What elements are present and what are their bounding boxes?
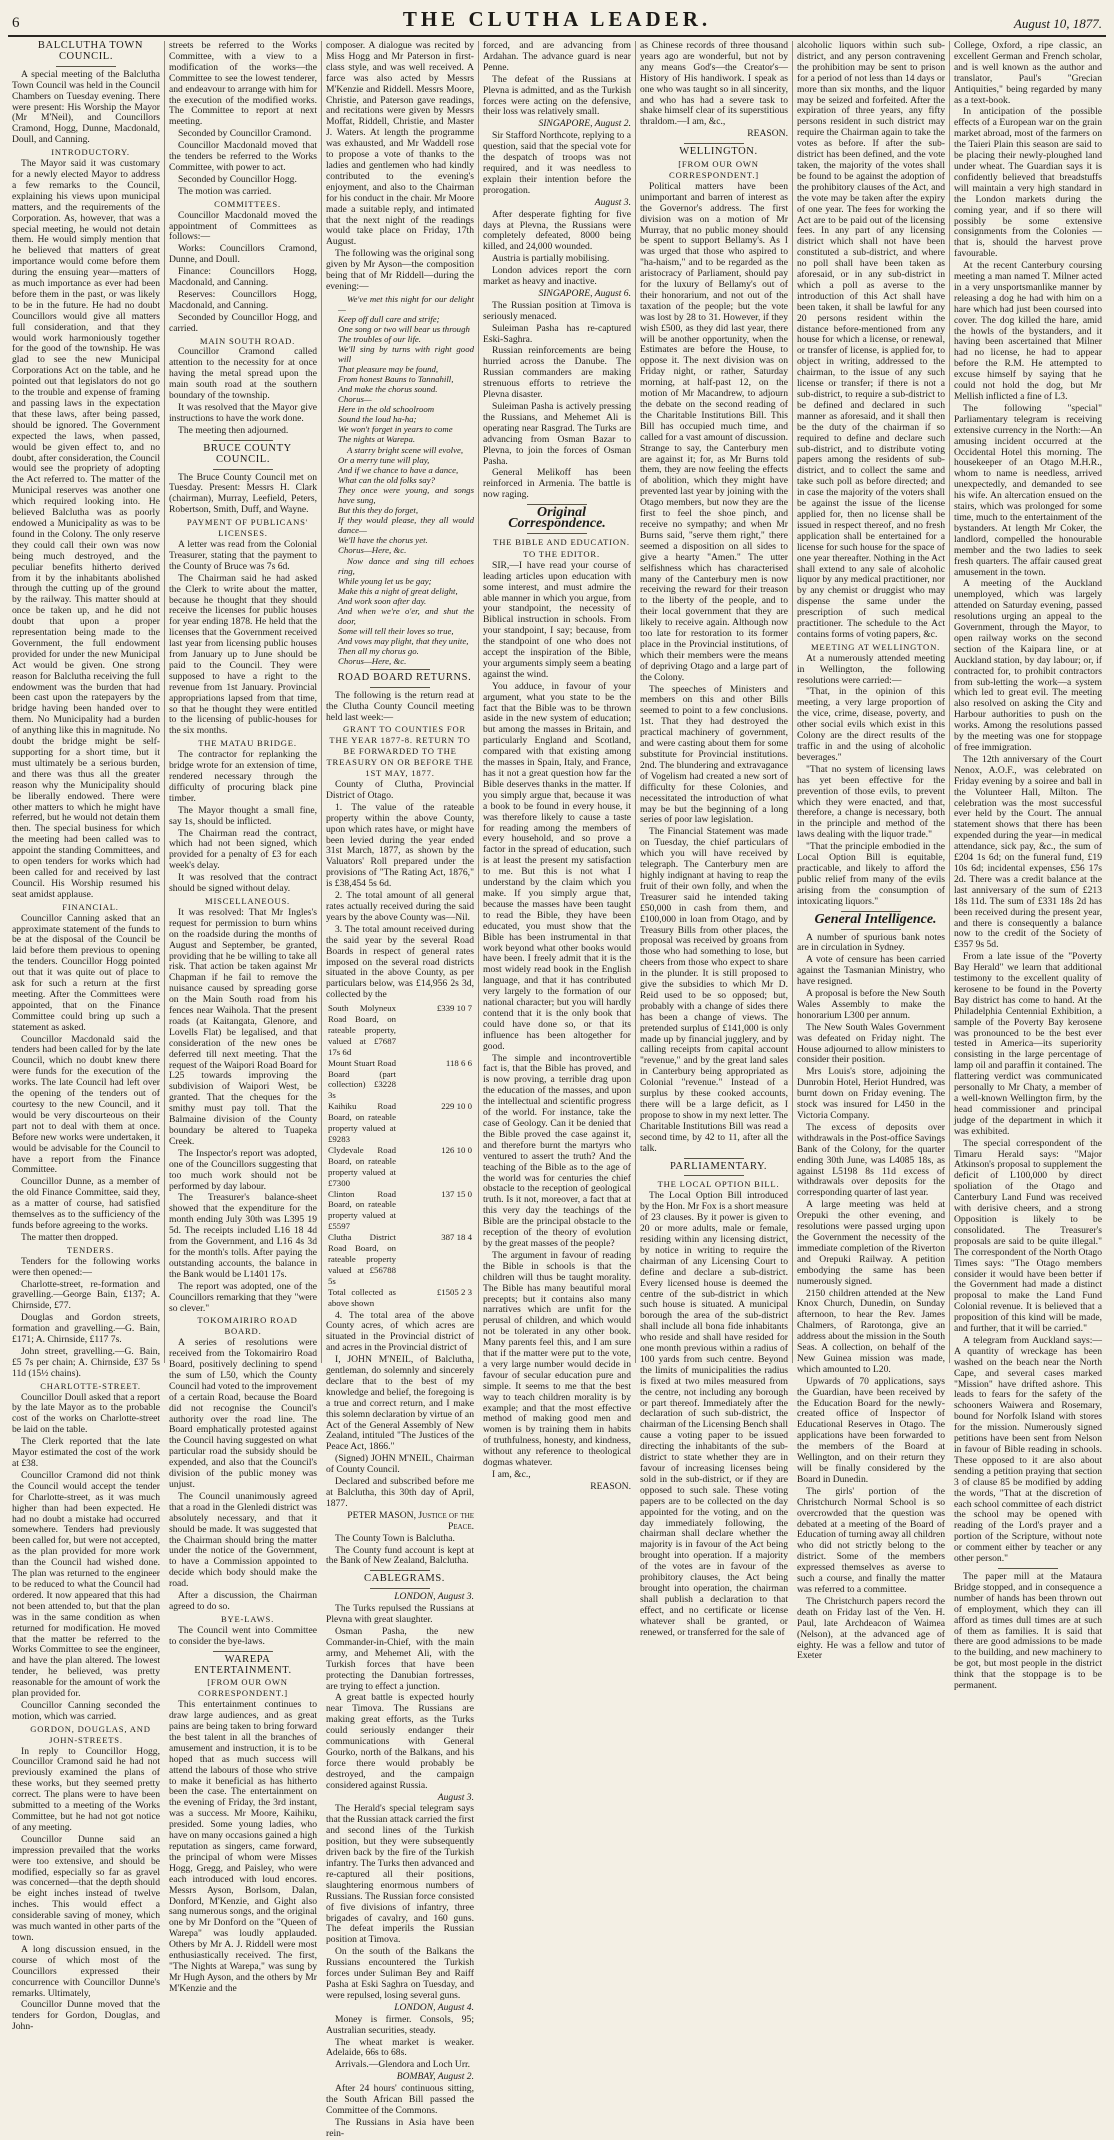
subheading: TOKOMAIRIRO ROAD BOARD. xyxy=(197,1315,298,1337)
paragraph: London advices report the corn market as heavy and inactive. xyxy=(483,265,631,288)
paragraph: "That the principle embodied in the Local Option Bill is equitable, practicable, and likely to afford the public relief from many of the evils arising from the consumption of intoxicating liquors." xyxy=(797,841,945,907)
section-heading: General Intelligence. xyxy=(814,911,937,927)
column-1 xyxy=(8,40,165,2033)
paragraph: The Chairman read the contract, which had not been signed, which provided for a penalty of £3 for each week's delay. xyxy=(169,827,317,872)
song-verse: Now dance and sing till echoes ring, While young let us be gay; Make this a night of great delight, And work soon after day. And when we're o'er, and shut the door, Some will tell their loves so true, And vows may plight, that they unite, Then all my chorus go. Chorus—Here, &c. xyxy=(338,555,474,666)
paragraph: Councillor Dunne moved that the tenders for Gordon, Douglas, and John- xyxy=(12,1999,160,2033)
dateline: LONDON, August 3. xyxy=(394,1591,474,1603)
paragraph: You adduce, in favour of your argument, what you state to be the fact that the Bible was to be thrown aside in the new system of education; but among the masses in Britain, and particularly England and Scotland, compared with that existing among the masses in Spain, Italy, and France, has it not a great question how far the Bible deserves thanks in the matter. If you simply argue that, because it was a book to be found in every house, it was therefore likely to cause a taste for reading among the members of every household, and so prove a factor in the spread of education, such is at least the present my satisfaction to me. But this is not what I understand by the claim which you make. If you simply argue that, because the masses have been taught to read the Bible, they have been educated, you must show that the Bible has been instrumental in that work beyond what other books would have been. I freely admit that it is the most widely read book in the English language, and that it has contributed very largely to the formation of our national character; but you will hardly contend that it is the only book that could have done so, or that its influence has been altogether for good. xyxy=(483,680,631,1052)
page-number: 6 xyxy=(12,15,20,31)
subheading: MEETING AT WELLINGTON. xyxy=(810,641,941,652)
ledger-row xyxy=(326,1232,474,1287)
ledger-amount: 126 10 0 xyxy=(441,1144,472,1155)
masthead xyxy=(8,6,1106,37)
paragraph: Councillor Cramond did not think the Council would accept the tender for Charlotte-street, as it was much higher than had been expected. He had no doubt a mistake had occurred somewhere. Tenders had previously been called for, but were not accepted, as the plan provided for more work than the Council had wished done. The plan was returned to the engineer to be reduced to what the Council had ordered. It now appeared that this had not been attended to, but that the plan was in the same condition as when returned for modification. He moved that the matter be referred to the Works Committee to see the engineer, and have the plan altered. The lowest tender, he believed, was pretty reasonable for the amount of work the plan provided for. xyxy=(12,1469,160,1700)
paragraph: The Russians in Asia have been rein- xyxy=(326,2116,474,2139)
paragraph: A number of spurious bank notes are in circulation in Sydney. xyxy=(797,931,945,954)
divider xyxy=(370,669,429,670)
newspaper-title: THE CLUTHA LEADER. xyxy=(402,7,712,31)
paragraph: It was resolved that the Mayor give instructions to have the work done. xyxy=(169,402,317,424)
paragraph: The following was the original song given by Mr Ayson—the composition being that of Mr Riddell—during the evening:— xyxy=(326,248,474,292)
paragraph: John street, gravelling.—G. Bain, £5 7s per chain; A. Chirnside, £37 5s 11d (15½ chains). xyxy=(12,1345,160,1379)
ledger-amount: 229 10 0 xyxy=(441,1101,472,1112)
ledger-label: Kaihiku Road Board, on rateable property valued at £9283 xyxy=(328,1101,396,1144)
paragraph: Political matters have been unimportant and barren of interest as the Governor's address. The first division was on a motion of Mr Murray, that no public money should be spent to support Bellamy's. As I was urged that those who aspired to "ha-haism," and to be regarded as the aristocracy of Parliament, should pay for the luxury of Bellamy's out of their honorarium, and not out of the taxation of the people; but the vote was lost by 28 to 31. However, if they wish £500, as they did last year, there will be another opportunity, when the Estimates are before the House, to oppose it. The next division was on Friday night, or rather, Saturday morning, at half-past 12, on the motion of Mr Macandrew, to adjourn the debate on the second reading of the Charitable Institutions Bill. This Bill has occupied much time, and called for a vast amount of discussion. Strange to say, the Canterbury men are against it; for, as Mr Burns told them, they are now feeling the effects of abolition, which they might have prevented last year by joining with the Otago members, but now they are the first to feel the shoe pinch, and receive no sympathy; and when Mr Burns said, "serve them right," there seemed a disposition on all sides to give a hearty "Amen." The utter selfishness which has characterised many of the Canterbury men is now receiving the reward for their treason to the liberty of the people, and to their local government that they are likely to receive again. Although now too late for restoration to its former place in the Provincial institutions, of which their members were the means of depriving Otago and a large part of the Colony. xyxy=(640,180,788,683)
paragraph: The contractor for replanking the bridge wrote for an extension of time, rendered necessary through the difficulty of procuring black pine timber. xyxy=(169,749,317,804)
paragraph: College, Oxford, a ripe classic, an excellent German and French scholar, and is well known as the author and translator, Paul's "Grecian Antiquities," being regarded by many as a text-book. xyxy=(954,40,1102,106)
paragraph: The paper mill at the Mataura Bridge stopped, and in consequence a number of hands has been thrown out of employment, which they can ill afford as times dull times are at such of them as families. It is said that there are good admissions to be made to the building, and new machinery to be got, but most people in the district think that the stoppage is to be permanent. xyxy=(954,1570,1102,1692)
ledger-label: Total collected as above shown xyxy=(328,1286,396,1308)
paragraph: General Melikoff has been reinforced in Armenia. The battle is now raging. xyxy=(483,467,631,501)
divider xyxy=(684,1175,743,1176)
ledger-label: Clutha District Road Board, on rateable property valued at £56788 5s xyxy=(328,1232,396,1286)
ledger-label: Clydevale Road Board, on rateable property valued at £7300 xyxy=(328,1144,396,1188)
ledger-label: Mount Stuart Road Board (part collection) £3228 3s xyxy=(328,1057,396,1101)
paragraph: In reply to Councillor Hogg, Councillor Cramond said he had not previously examined the plans of these works, but they seemed pretty correct. The plans were to have been submitted to a meeting of the Works Committee, but he had not got notice of any meeting. xyxy=(12,1745,160,1833)
paragraph: A large meeting was held at Orepuki the other evening, and resolutions were passed urging upon the Government the necessity of the immediate completion of the Riverton and Orepuki Railway. A petition embodying the same has been numerously signed. xyxy=(797,1199,945,1287)
paragraph: Suleiman Pasha is actively pressing the Russians, and Mehemet Ali is operating near Rasgrad. The Turks are advancing from Osman Bazar to Plevna, to join the forces of Osman Pasha. xyxy=(483,401,631,467)
paragraph: Councillor Dunne said an impression prevailed that the works were too extensive, and should be modified, especially so far as gravel was concerned—that the depth should be eight inches instead of twelve inches. This would effect a considerable saving of money, which was much wanted in other parts of the town. xyxy=(12,1833,160,1943)
paragraph: Councillor Cramond called attention to the necessity for at once having the metal spread upon the main south road at the southern boundary of the township. xyxy=(169,346,317,402)
signature: PETER MASON, Justice of the Peace. xyxy=(347,1509,474,1532)
paragraph: Suleiman Pasha has re-captured Eski-Saghra. xyxy=(483,322,631,345)
paragraph: The motion was carried. xyxy=(178,185,272,197)
paragraph: The Financial Statement was made on Tuesday, the chief particulars of which you will have received by telegraph. The Canterbury men are highly indignant at having to reap the fruit of their own folly, and when the Treasurer said he intended taking £50,000 in cash from them, and £100,000 in loan from Otago, and by Treasury Bills from other places, the proposal was received by groans from those who had something to lose, but cheers from those who expect to share in the plunder. It is still proposed to give the subsidies to which Mr D. Reid used to be so opposed; but, probably with a change of sides there has been a change of views. The pretended surplus of £141,000 is only made up by financial jugglery, and by calling receipts from capital account "revenue," and by the great land sales in Canterbury being appropriated as Colonial "revenue." Instead of a surplus by these cooked accounts, there will be a large deficit, as I propose to show in my next letter. The Charitable Institutions Bill was read a second time, by 42 to 11, after all the talk. xyxy=(640,826,788,1154)
paragraph: composer. A dialogue was recited by Miss Hogg and Mr Paterson in first-class style, and was well received. A farce was also acted by Messrs M'Kenzie and Riddell. Messrs Moore, Christie, and Paterson gave readings, and recitations were given by Messrs Moffat, Riddell, Christie, and Master J. Waters. At length the programme was exhausted, and Mr Waddell rose to propose a vote of thanks to the ladies and gentlemen who had kindly contributed to the evening's enjoyment, and also to the Chairman for his conduct in the chair. Mr Moore made a suitable reply, and intimated that the next night of the readings would take place on Friday, 17th August. xyxy=(326,40,474,248)
paragraph: The simple and incontrovertible fact is, that the Bible has proved, and is now proving, a terrible drag upon the education of the masses, and upon the intellectual and scientific progress of the world. For instance, take the case of Geology. Can it be denied that the Bible proved the case against it, and therefore burnt the martyrs who ventured to assert the truth? And the teaching of the Bible as to the age of the world was for centuries the chief obstacle to the reception of geological truth. Is it not, moreover, a fact that at this very day the teachings of the Bible are the principal obstacle to the reception of the theory of evolution by the great masses of the people? xyxy=(483,1052,631,1249)
divider xyxy=(370,687,429,688)
ledger-row xyxy=(326,1189,474,1233)
paragraph: The Russian position at Timova is seriously menaced. xyxy=(483,299,631,322)
paragraph: Councillor Doull asked that a report by the late Mayor as to the probable cost of the works on Charlotte-street be laid on the table. xyxy=(12,1391,160,1436)
subheading: GRANT TO COUNTIES FOR THE YEAR 1877-8. RETURN TO BE FORWARDED TO THE TREASURY ON OR BEFORE THE 1ST MAY, 1877. xyxy=(326,724,474,779)
paragraph: The wheat market is weaker. Adelaide, 66s to 68s. xyxy=(326,2036,474,2059)
paragraph: The Mayor said it was customary for a newly elected Mayor to address a few remarks to the Council, explaining his views upon municipal matters, and the requirements of the Corporation. As, however, that was a special meeting, he would not detain them. He would simply mention that he believed that matters of great importance would come before them during the ensuing year—matters of as much importance as ever had been before them in the past, or was likely to be in the future. He had no doubt Councillors would give all matters full consideration, and that they would work harmoniously together for the good of the township. He was glad to see the new Municipal Corporations Act on the table, and he pointed out that legislators do not go to the trouble and expense of framing and passing laws in the expectation that these laws, after being passed, should be ignored. The Government expected the laws, when passed, would be given effect to, and no doubt, after consideration, the Council would see the propriety of adopting the Act referred to. The matter of the Municipal reserves was another one which required looking into. He believed Balclutha was as poorly endowed a Municipality as was to be found in the Colony. The only reserve they could call their own was now being much destroyed, and the peculiar benefits hitherto derived from it by the inhabitants abolished through the cutting up of the ground by the railway. This matter should at once be taken up, and he did not doubt that upon a proper representation being made to the Government, the full endowment provided for under the new Municipal Act would be given. One strong reason for Balclutha receiving the full endowment was the burden that had been cast upon the ratepayers by the bridge having been handed over to them. No Municipality had a burden of anything like this in magnitude. No doubt the bridge might be self-supporting for a short time, but it must ultimately be a serious burden, and there was thus all the greater reason why the Municipality should be liberally endowed. There were other matters to which he might have referred, but he would not detain them then. The special business for which the meeting had been called was to appoint the standing Committees, and to open tenders for works which had been called for and received by last Council. His Worship resumed his seat amidst applause. xyxy=(12,158,160,900)
divider xyxy=(684,1158,743,1159)
article-heading: WELLINGTON. xyxy=(679,146,758,158)
paragraph: Councillor Macdonald moved that the tenders be referred to the Works Committee, with power to act. xyxy=(169,140,317,173)
paragraph: forced, and are advancing from Ardahan. The advance guard is near Penne. xyxy=(483,40,631,73)
ledger-amount: 387 18 4 xyxy=(441,1232,472,1243)
paragraph: After a discussion, the Chairman agreed to do so. xyxy=(169,1590,317,1612)
paragraph: The matter then dropped. xyxy=(21,1231,118,1243)
paragraph: After desperate fighting for five days at Plevna, the Russians were completely defeated, 8000 being killed, and 24,000 wounded. xyxy=(483,208,631,253)
paragraph: Reserves: Councillors Hogg, Macdonald, and Canning. xyxy=(169,288,317,311)
paragraph: 2. The total amount of all general rates actually received during the said years by the above County was—Nil. xyxy=(326,890,474,923)
paragraph: The 12th anniversary of the Court Nenox, A.O.F., was celebrated on Friday evening by a soiree and ball in the Volunteer Hall, Milton. The celebration was the most successful ever held by the Court. The annual statement shows that there has been expended during the year—in medical attendance, sick pay, &c., the sum of £204 1s 6d; on the funeral fund, £19 10s 6d; incidental expenses, £56 17s 2d. There was a credit balance at the last anniversary of the sum of £213 18s 11d. The sum of £331 18s 2d has been received during the present year, and there is consequently a balance now to the credit of the Society of £357 9s 5d. xyxy=(954,753,1102,951)
issue-date: August 10, 1877. xyxy=(1013,16,1102,31)
subheading: BYE-LAWS. xyxy=(220,1613,275,1624)
paragraph: The Turks repulsed the Russians at Plevna with great slaughter. xyxy=(326,1603,474,1626)
paragraph: The County Town is Balclutha. xyxy=(335,1532,455,1544)
subheading: MISCELLANEOUS. xyxy=(205,895,290,906)
paragraph: The Council unanimously agreed that a road in the Glenledi district was absolutely necessary, and that it should be made. It was suggested that the Chairman should bring the matter under the notice of the Government, to have a Commission appointed to decide which body should make the road. xyxy=(169,1490,317,1590)
ledger-label: Clinton Road Board, on rateable property valued at £5597 xyxy=(328,1188,396,1232)
dateline: SINGAPORE, August 2. xyxy=(538,118,631,130)
divider xyxy=(370,1570,429,1571)
paragraph: 2150 children attended at the New Knox Church, Dunedin, on Sunday afternoon, to hear the Rev. James Chalmers, of Rarotonga, give an address about the mission in the South Seas. A collection, on behalf of the New Guinea mission was made, which amounted to L20. xyxy=(797,1287,945,1375)
column-2 xyxy=(165,40,322,1994)
paragraph: At a numerously attended meeting in Wellington, the following resolutions were carried:— xyxy=(797,652,945,686)
paragraph: Declared and subscribed before me at Balclutha, this 30th day of April, 1877. xyxy=(326,1476,474,1509)
paragraph: It was resolved that the contract should be signed without delay. xyxy=(169,872,317,895)
paragraph: The argument in favour of reading the Bible in schools is that the children will thus be taught morality. The Bible has many beautiful moral precepts; but it contains also many narratives which are unfit for the perusal of children, and which would not be tolerated in any other book. Many parents feel this, and I am sure that if the matter were put to the vote, a very large number would decide in favour of secular education pure and simple. It seems to me that the best way to teach children morality is by example; and that the most effective method of making good men and women is by training them in habits of truthfulness, honesty, and kindness, without any reference to theological dogmas whatever. xyxy=(483,1249,631,1469)
ledger-row xyxy=(326,1003,474,1058)
subheading: TENDERS. xyxy=(66,1244,115,1255)
ledger-row xyxy=(326,1287,474,1309)
paragraph: streets be referred to the Works Committee, with a view to a modification of the works—the Committee to see the lowest tenderer, and endeavour to arrange with him for the execution of the modified works. The Committee to report at next meeting. xyxy=(169,40,317,128)
paragraph: Douglas and Gordon streets, formation and gravelling.—G. Bain, £171; A. Chirnside, £117 7s. xyxy=(12,1312,160,1346)
divider xyxy=(841,929,900,930)
paragraph: A long discussion ensued, in the course of which most of the Councillors expressed their concurrence with Councillor Dunne's remarks. Ultimately, xyxy=(12,1943,160,1999)
paragraph: Tenders for the following works were then opened:— xyxy=(12,1255,160,1278)
paragraph: The New South Wales Government was defeated on Friday night. The House adjourned to allow ministers to consider their position. xyxy=(797,1021,945,1066)
paragraph: SIR,—I have read your course of leading articles upon education with some interest, and must admire the able manner in which you argue, from your standpoint, the necessity of Biblical instruction in schools. From your standpoint, I say; because, from the standpoint of one who does not accept the inspiration of the Bible, your arguments simply seem a beating against the wind. xyxy=(483,559,631,680)
paragraph: The Bruce County Council met on Tuesday. Present: Messrs H. Clark (chairman), Murray, Leefield, Peters, Robertson, Smith, Duff, and Wayne. xyxy=(169,471,317,516)
paragraph: The special correspondent of the Timaru Herald says: "Major Atkinson's proposal to supplement the deficit of L100,000 by direct spoliation of the Otago and Canterbury Land Fund was received with derisive cheers, and a strong Opposition is likely to be consolidated. The Treasurer's proposals are said to be quite illegal." The correspondent of the North Otago Times says: "The Otago members consider it would have been better if the Government had made a distinct proposal to make the Land Fund Colonial revenue. It is believed that a proposition of this kind will be made, and further, that it will be carried." xyxy=(954,1137,1102,1335)
paragraph: Councillor Canning seconded the motion, which was carried. xyxy=(12,1699,160,1722)
paragraph: Austria is partially mobilising. xyxy=(492,253,610,265)
ledger-amount: £1505 2 3 xyxy=(436,1286,472,1297)
divider xyxy=(998,1568,1057,1569)
subheading: [FROM OUR OWN CORRESPONDENT.] xyxy=(198,1677,288,1699)
subheading: THE MATAU BRIDGE. xyxy=(198,738,297,749)
paragraph: Osman Pasha, the new Commander-in-Chief, with the main army, and Mehemet Ali, with the Turkish forces that have been protecting the Danubian fortresses, are trying to effect a junction. xyxy=(326,1625,474,1692)
divider xyxy=(684,143,743,144)
dateline: SINGAPORE, August 6. xyxy=(538,287,631,299)
ledger-label: South Molyneux Road Board, on rateable property, valued at £7687 17s 6d xyxy=(328,1003,396,1057)
article-heading: ROAD BOARD RETURNS. xyxy=(337,671,472,683)
subheading: THE BIBLE AND EDUCATION. xyxy=(493,536,630,547)
paragraph: A letter was read from the Colonial Treasurer, stating that the payment to the County of Bruce was 7s 6d. xyxy=(169,538,317,572)
article-heading: BALCLUTHA TOWN COUNCIL. xyxy=(37,40,144,62)
paragraph: Councillor Macdonald moved the appointment of Committees as follows:— xyxy=(169,209,317,243)
paragraph: Seconded by Councillor Hogg. xyxy=(178,173,297,185)
paragraph: On the south of the Balkans the Russians encountered the Turkish forces under Suliman Bey and Raiff Pasha at Eski Saghra on Tuesday, and were repulsed, losing several guns. xyxy=(326,1946,474,2001)
paragraph: The Inspector's report was adopted, one of the Councillors suggesting that too much work should not be performed by day labour. xyxy=(169,1147,317,1192)
subheading: PAYMENT OF PUBLICANS' LICENSES. xyxy=(186,517,309,539)
column-6 xyxy=(793,40,950,1662)
paragraph: The speeches of Ministers and members on this and other Bills seemed to point to a few conclusions. 1st. That they had destroyed the practical machinery of government, and were casting about them for some substitute for Provincial institutions. 2nd. The blundering and extravagance of Vogelism had created a new sort of difficulty for these Colonies, and necessitated the introduction of what may be but the beginning of a long series of poor law legislation. xyxy=(640,683,788,826)
ledger-amount: 118 6 6 xyxy=(445,1057,472,1068)
song-verse: A starry bright scene will evolve, Or a merry tune will play, And if we chance to have a dance, What can the old folks say? They once were young, and songs have sung, But this they do forget, If they would please, they all would dance— We'll have the chorus yet. Chorus—Here, &c. xyxy=(338,444,474,555)
paragraph: (Signed) JOHN M'NEIL, Chairman of County Council. xyxy=(326,1453,474,1476)
column-7 xyxy=(950,40,1106,1692)
article-heading: BRUCE COUNTY COUNCIL. xyxy=(203,442,292,465)
paragraph: Councillor Macdonald said the tenders had been called for by the late Council, which no doubt knew there were funds for the execution of the works. The late Council had left over the opening of the tenders out of courtesy to the new Council, and it would be very discourteous on their part not to deal with them at once. Before new works were undertaken, it would be advisable for the Council to have a report from the Finance Committee. xyxy=(12,1033,160,1176)
road-board-ledger xyxy=(326,1003,474,1308)
paragraph: The Clerk reported that the late Mayor estimated the cost of the work at £38. xyxy=(12,1436,160,1469)
paragraph: Mrs Louis's store, adjoining the Dunrobin Hotel, Heriot Hundred, was burnt down on Friday evening. The stock was insured for L450 in the Victoria Company. xyxy=(797,1066,945,1121)
paragraph: 4. The total area of the above County acres, of which acres are situated in the Provincial district of and acres in the Provincial district of xyxy=(326,1309,474,1354)
paragraph: Russian reinforcements are being hurried across the Danube. The Russian commanders are making strenuous efforts to retrieve the Plevna disaster. xyxy=(483,345,631,401)
dateline: BOMBAY, August 2. xyxy=(396,2071,474,2083)
divider xyxy=(213,1651,272,1652)
divider xyxy=(527,533,586,534)
paragraph: I am, &c., xyxy=(492,1469,531,1480)
divider xyxy=(56,66,115,67)
paragraph: After 24 hours' continuous sitting, the South African Bill passed the Committee of the Commons. xyxy=(326,2083,474,2116)
paragraph: The meeting then adjourned. xyxy=(178,424,289,436)
subheading: THE LOCAL OPTION BILL. xyxy=(657,1179,780,1190)
paragraph: The County fund account is kept at the Bank of New Zealand, Balclutha. xyxy=(326,1544,474,1567)
paragraph: A special meeting of the Balclutha Town Council was held in the Council Chambers on Tuesday evening. There were present: His Worship the Mayor (Mr M'Neil), and Councillors Cramond, Hogg, Dunne, Macdonald, Doull, and Canning. xyxy=(12,68,160,146)
paragraph: A meeting of the Auckland unemployed, which was largely attended on Saturday evening, passed resolutions urging an appeal to the Government, through the Mayor, to open railway works on the second section of the Kaipara line, or at Auckland station, by day labour; or, if contracted for, to prohibit contractors from sub-letting the work—a system which led to great evil. The meeting also resolved on asking the City and Harbour authorities to push on the works. Among the resolutions passed by the meeting was one for stoppage of free immigration. xyxy=(954,578,1102,753)
column-4 xyxy=(479,40,636,1492)
subheading: INTRODUCTORY. xyxy=(51,147,130,158)
song-verse: We've met this night for our delight— Keep off dull care and strife; One song or two will bear us through The troubles of our life. We'll sing by turns with right good will That pleasure may be found, From honest Bauns to Tannahill, And make the chorus sound. Chorus— Here in the old schoolroom Sound the loud ha-ha; We won't forget in years to come The nights at Warepa. xyxy=(338,293,474,444)
paragraph: It was resolved: That Mr Ingles's request for permission to burn whins on the roadside during the months of August and September, be granted, providing that he be willing to take all risk. That action be taken against Mr Chapman if he fail to remove the nuisance caused by spreading gorse on the Main South road from his fences near Waihola. That the present roads (at Kaitangata, Glenore, and Lovells Flat) be legalised, and that consideration of the new ones be deferred till next meeting. That the request of the Waipori Road Board for L25 towards improving the subdivision of Waipori West, be granted. That the cheques for the smithy must pay toll. That the Balmaine division of the County boundary be altered to Tuapeka Creek. xyxy=(169,906,317,1147)
paragraph: Councillor Canning asked that an approximate statement of the funds to be at the disposal of the Council be laid before them previous to opening the tenders. Councillor Hogg pointed out that it was quite out of place to ask for such a return at the first meeting. After the Committees were appointed, that on the Finance Committee could bring up such a statement as asked. xyxy=(12,912,160,1033)
paragraph: alcoholic liquors within such sub-district, and any person contravening the prohibition may be sent to prison for a period of not less than 14 days or more than six months, and the liquor may be seized and forfeited. After the expiration of three years, any fifty persons resident in such district may require the Chairman again to take the votes as before. If after the sub-district has been defined, and the vote taken, the majority of the votes shall be found to be against the adoption of the prohibitory clauses of the Act, and the vote may be taken after the expiry of one year. The fees for working the Act are to be paid out of the licensing fees. In any part of any licensing district which shall not have been constituted a sub-district, and where no poll shall have been taken as aforesaid, or in any sub-district in which a poll as averse to the introduction of this Act shall have been taken, it shall be lawful for any 20 persons resident within the distance before-mentioned from any house for which a license, or renewal, or transfer of license, is applied for, to object in writing, addressed to the chairman, to the issue of any such license or transfer; if there is not a sub-district, to require a sub-district to be defined and declared in such manner as aforesaid, and it shall then be the duty of the chairman if so required to define and declare such sub-district, and to distribute voting papers among the residents of sub-district, and to collect the same and take such poll as before directed; and in case the majority of the voters shall be against the issue of the license applied for, then no license shall be issued in respect thereof, and no fresh application shall be entertained for a license for such house for the space of one year thereafter. Nothing in the Act shall extend to any sale of alcoholic liquor by any medical practitioner, nor by any chemist or druggist who may dispense the same under the prescription of such medical practitioner. The schedule to the Act contains forms of voting papers, &c. xyxy=(797,40,945,640)
paragraph: The Council went into Committee to consider the bye-laws. xyxy=(169,1624,317,1647)
subheading: MAIN SOUTH ROAD. xyxy=(199,335,296,346)
paragraph: Works: Councillors Cramond, Dunne, and Doull. xyxy=(169,243,317,266)
column-3 xyxy=(322,40,479,2139)
paragraph: From a late issue of the "Poverty Bay Herald" we learn that additional testimony to the excellent quality of kerosene to be found in the Poverty Bay district has come to hand. At the Philadelphia Centennial Exhibition, a sample of the Poverty Bay kerosene was pronounced to be the best ever tested in America—its superiority consisting in the large percentage of lamp oil and paraffin it contained. The flattering verdict was communicated personally to Mr Chaty, a member of a well-known Wellington firm, by the head commissioner and principal judge of the department in which it was exhibited. xyxy=(954,951,1102,1137)
paragraph: The girls' portion of the Christchurch Normal School is so overcrowded that the question was debated at a meeting of the Board of Education of turning away all children who did not strictly belong to the district. Some of the members expressed themselves as averse to such a course, and finally the matter was referred to a committee. xyxy=(797,1485,945,1595)
paragraph: "That no system of licensing laws has yet been effective for the prevention of those evils, to prevent which they were enacted, and that, therefore, a change is necessary, both in the principle and method of the laws dealing with the liquor trade." xyxy=(797,763,945,841)
paragraph: Finance: Councillors Hogg, Macdonald, and Canning. xyxy=(169,266,317,289)
paragraph: The Christchurch papers record the death on Friday last of the Ven. H. Paul, late Archdeacon of Waimea (Nelson), at the advanced age of eighty. He was a fellow and tutor of Exeter xyxy=(797,1595,945,1662)
paragraph: County of Clutha, Provincial District of Otago. xyxy=(326,779,474,801)
paragraph: The defeat of the Russians at Plevna is admitted, and as the Turkish forces were acting on the defensive, their loss was relatively small. xyxy=(483,73,631,118)
paragraph: Seconded by Councillor Cramond. xyxy=(178,128,312,140)
paragraph: 1. The value of the rateable property within the above County, upon which rates have, or might have been levied during the year ended 31st March, 1877, as shown by the Valuators' Roll prepared under the provisions of "The Rating Act, 1876," is £38,454 5s 6d. xyxy=(326,801,474,890)
paragraph: Seconded by Councillor Hogg, and carried. xyxy=(169,311,317,334)
columns xyxy=(8,40,1106,2139)
paragraph: Money is firmer. Consols, 95; Australian securities, steady. xyxy=(326,2013,474,2036)
paragraph: Councillor Dunne, as a member of the old Finance Committee, said they, as a matter of course, had satisfied themselves as to the sufficiency of the funds before agreeing to the works. xyxy=(12,1176,160,1231)
paragraph: Sir Stafford Northcote, replying to a question, said that the special vote for the despatch of troops was not required, and it was needless to explain their intention before the prorogation. xyxy=(483,130,631,196)
paragraph: At the recent Canterbury coursing meeting a man named T. Milner acted in a very unsportsmanlike manner by releasing a dog he had with him on a hare which had just been coursed into cover. The dog killed the hare, amid the howls of the bystanders, and it having been ascertained that Milner had no license, he had to appear before the R.M. He attempted to excuse himself by saying that he could not hold the dog, but Mr Mellish inflicted a fine of L3. xyxy=(954,260,1102,402)
column-5 xyxy=(636,40,793,1638)
paragraph: A great battle is expected hourly near Timova. The Russians are making great efforts, as the Turks could seriously endanger their communications with General Gourko, north of the Balkans, and his force there would probably be destroyed, and the campaign considered against Russia. xyxy=(326,1692,474,1791)
dateline: LONDON, August 4. xyxy=(394,2001,474,2013)
paragraph: A telegram from Auckland says:— A quantity of wreckage has been washed on the beach near the North Cape, and several cases marked "Mission" have drifted ashore. This leads to fears for the safety of the schooners Waiwera and Rosemary, bound for Norfolk Island with stores for the mission. Numerously signed petitions have been sent from Nelson in favour of Bible reading in schools. These opposed to it are also about sending a petition praying that section 3 of clause 85 be modified by adding the words, "That at the discretion of each school committee of each district the school may be opened with reading of the Lord's prayer and a portion of the Scripture, without note or comment either by teacher or any other person." xyxy=(954,1334,1102,1565)
divider xyxy=(213,440,272,441)
subheading: COMMITTEES. xyxy=(214,198,281,209)
article-heading: WAREPA ENTERTAINMENT. xyxy=(194,1653,292,1676)
divider xyxy=(213,469,272,470)
paragraph: The report was adopted, one of the Councillors remarking that they "were so clever." xyxy=(169,1280,317,1314)
paragraph: A vote of censure has been carried against the Tasmanian Ministry, who have resigned. xyxy=(797,954,945,988)
paragraph: The following "special" Parliamentary telegram is receiving extensive currency in the North:—An amusing incident occurred at the Occidental Hotel this morning. The housekeeper of an Otago M.H.R., whom to name is needless, arrived unexpectedly, and demanded to see his wife. An altercation ensued on the stairs, which was prolonged for some time, much to the entertainment of the bystanders. At length Mr Coker, the landlord, compelled the honourable member and the two ladies to seek fresh quarters. The affair caused great amusement in the town. xyxy=(954,402,1102,578)
ledger-amount: 137 15 0 xyxy=(441,1188,472,1199)
paragraph: as Chinese records of three thousand years ago are wonderful, but not by any means God's—the Creator's—History of His handiwork. I speak as one who was taught so in all sincerity, and who has had a severe task to shake himself clear of its superstitious thraldom.—I am, &c., xyxy=(640,40,788,128)
paragraph: 3. The total amount received during the said year by the several Road Boards in respect of general rates imposed on the several road districts situated in the above County, as per particulars below, was £14,956 2s 3d, collected by the xyxy=(326,923,474,1001)
paragraph: Charlotte-street, re-formation and gravelling.—George Bain, £137; A. Chirnside, £77. xyxy=(12,1278,160,1312)
ledger-row xyxy=(326,1145,474,1189)
subheading: GORDON, DOUGLAS, AND JOHN-STREETS. xyxy=(30,1723,151,1745)
subheading: CHARLOTTE-STREET. xyxy=(40,1380,141,1391)
section-heading: Original Correspondence. xyxy=(508,505,606,532)
paragraph: The excess of deposits over withdrawals in the Post-office Savings Bank of the Colony, for the quarter ending 30th June, was L4085 18s, as against L5198 8s 11d excess of withdrawals over deposits for the corresponding quarter of last year. xyxy=(797,1121,945,1199)
paragraph: I, JOHN M'NEIL, of Balclutha, gentleman, do solemnly and sincerely declare that to the best of my knowledge and belief, the foregoing is a true and correct return, and I make this solemn declaration by virtue of an Act of the General Assembly of New Zealand, intituled "The Justices of the Peace Act, 1866." xyxy=(326,1354,474,1453)
paragraph: Arrivals.—Glendora and Loch Urr. xyxy=(335,2059,471,2071)
paragraph: The Herald's special telegram says that the Russian attack carried the first and second lines of the Turkish position, but they were subsequently driven back by the fire of the Turkish infantry. The Turks then advanced and re-captured all their positions, slaughtering enormous numbers of Russians. The Russian force consisted of five divisions of infantry, three brigades of cavalry, and 160 guns. The defeat imperils the Russian position at Timova. xyxy=(326,1803,474,1946)
subheading: [FROM OUR OWN CORRESPONDENT.] xyxy=(669,159,759,180)
article-heading: PARLIAMENTARY. xyxy=(669,1160,768,1172)
ledger-row xyxy=(326,1101,474,1145)
paragraph: A series of resolutions were received from the Tokomairiro Road Board, positively declining to spend the sum of L50, which the County Council had voted to the improvement of a certain Road, because the Board did not recognise the Council's authority over the road line. The Board emphatically protested against the Council having suggested on what particular road the subsidy should be expended, and also that the Council's division of the public money was unjust. xyxy=(169,1337,317,1490)
ledger-amount: £339 10 7 xyxy=(436,1003,472,1014)
dateline: August 3. xyxy=(437,1791,474,1803)
paragraph: The following is the return read at the Clutha County Council meeting held last week:— xyxy=(326,689,474,723)
paragraph: This entertainment continues to draw large audiences, and as great pains are being taken to bring forward the best talent in all the branches of amusement and instruction, it is to be hoped that as much success will attend the labours of those who strive to make it beneficial as has hitherto been the case. The entertainment on the evening of Friday, the 3rd instant, was a success. Mr Moore, Kaihiku, presided. Some young ladies, who have on many occasions gained a high reputation as singers, came forward, the principal of whom were Misses Hogg, Gregg, and Paisley, who were each introduced with loud encores. Messrs Ayson, Borlsom, Dalan, Donford, M'Kenzie, and Gight also sang numerous songs, and the original one by Mr Donford on the "Queen of Warepa" was loudly applauded. Others by Mr A. J. Riddell were most enthusiastically received. The first, "The Nights at Warepa," was sung by Mr Hugh Ayson, and the others by Mr M'Kenzie and the xyxy=(169,1699,317,1994)
subheading: TO THE EDITOR. xyxy=(523,548,600,559)
ledger-row xyxy=(326,1058,474,1102)
paragraph: "That, in the opinion of this meeting, a very large proportion of the vice, crime, disease, poverty, and other social evils which exist in this Colony are the direct results of the traffic in and the using of alcoholic beverages." xyxy=(797,686,945,763)
paragraph: The Local Option Bill introduced by the Hon. Mr Fox is a short measure of 23 clauses. By it power is given to 20 or more adults, male or female, residing within any licensing district, by notice in writing to require the chairman of any Licensing Court to define and declare a sub-district. Every licensed house is deemed the centre of the sub-district in which such house is situated. A municipal borough the area of the sub-district shall include all bona fide inhabitants who reside and shall have resided for one month previous within a radius of 100 yards from such centre. Beyond the limits of municipalities the radius is fixed at two miles measured from the centre, not including any borough or part thereof. Immediately after the declaration of such sub-district, the chairman of the Licensing Bench shall cause a voting paper to be issued directing the inhabitants of the sub-district to state whether they are in favour of increasing licenses being sold in the sub-district, or if they are opposed to such sale. These voting papers are to be collected on the day appointed for the voting, and on the day immediately following, the chairman shall declare whether the majority is in favour of the Act being brought into operation. If a majority of the votes are in favour of the prohibitory clauses, the Act being brought into operation, the chairman shall publish a declaration to that effect, and no certificate or license whatever shall be granted, or renewed, or transferred for the sale of xyxy=(640,1190,788,1638)
paragraph: A proposal is before the New South Wales Assembly to make the honorarium L300 per annum. xyxy=(797,988,945,1021)
article-heading: CABLEGRAMS. xyxy=(364,1573,445,1585)
signature: REASON. xyxy=(747,128,788,140)
signature: REASON. xyxy=(590,1480,631,1492)
dateline: August 3. xyxy=(594,196,631,208)
paragraph: The Mayor thought a small fine, say 1s, should be inflicted. xyxy=(169,804,317,827)
subheading: FINANCIAL. xyxy=(62,901,119,912)
divider xyxy=(370,1588,429,1589)
paragraph: The Chairman said he had asked the Clerk to write about the matter, because he thought that they should receive the licenses for public houses for year ending 1878. He held that the licenses that the Government received last year from licensing public houses from January up to June should be paid to the Council. They were supposed to have a right to the revenue from 1st January. Provincial appropriations lapsed from that time, so that he thought they were entitled to the licensing of public-houses for the six months. xyxy=(169,572,317,737)
paragraph: The Treasurer's balance-sheet showed that the expenditure for the month ending July 30th was L395 19 5d. The receipts included L16 18 4d from the Government, and L16 4s 3d for the month's tolls. After paying the outstanding accounts, the balance in the Bank would be L1401 17s. xyxy=(169,1192,317,1280)
paragraph: Upwards of 70 applications, says the Guardian, have been received by the Education Board for the newly-created office of Inspector of Educational Reserves in Otago. The applications have been forwarded to the members of the Board at Wellington, and on their return they will be finally considered by the Board in Dunedin. xyxy=(797,1375,945,1485)
paragraph: In anticipation of the possible effects of a European war on the grain market abroad, most of the farmers on the Taieri Plain this season are said to be placing their newly-ploughed land under wheat. The Guardian says it is confidently believed that breadstuffs will maintain a very high standard in the London markets during the coming year, and if so there will possibly be some extensive consignments from the Colonies —that is, should the harvest prove favourable. xyxy=(954,106,1102,260)
